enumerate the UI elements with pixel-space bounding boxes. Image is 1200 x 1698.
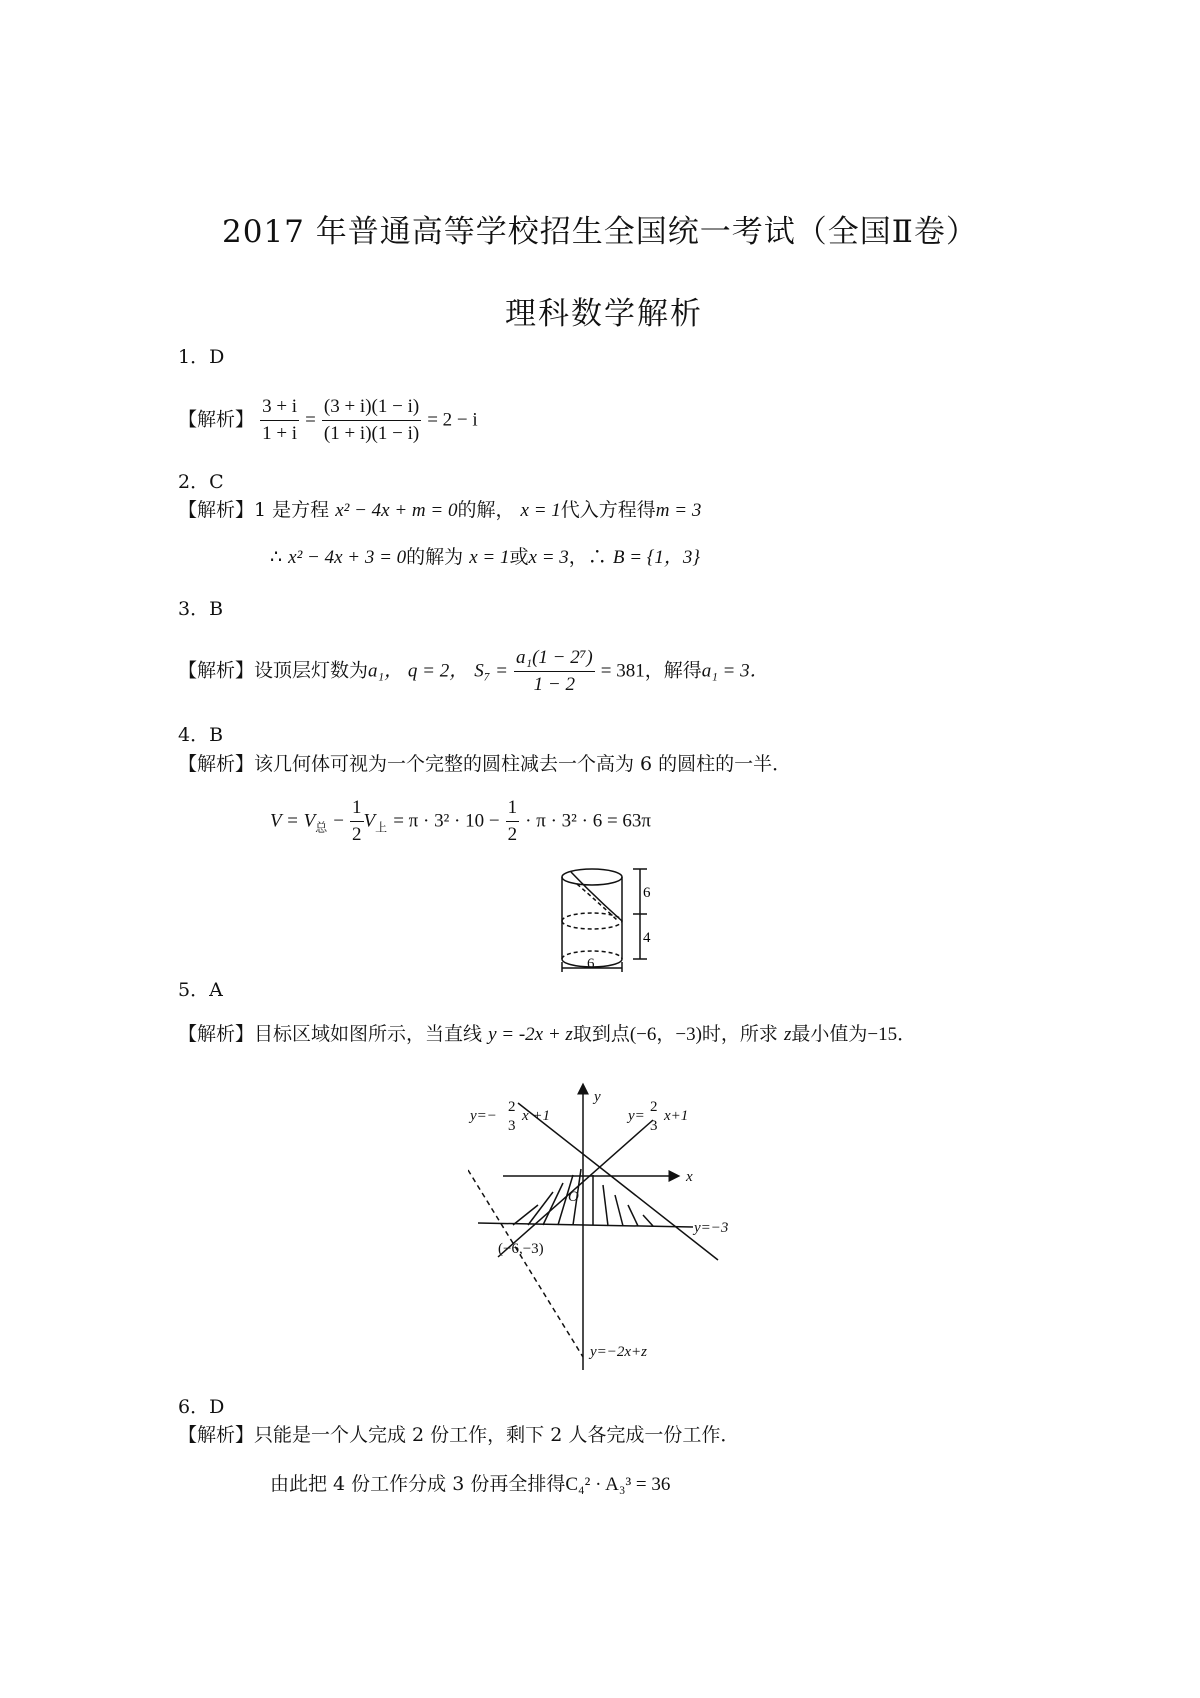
graph-dashed-label: y=−2x+z bbox=[590, 1344, 648, 1360]
q3-frac: $\frac{\text{a₁(1 − 2⁷)}}{1 - 2}$ bbox=[516, 647, 593, 695]
svg-text:3: 3 bbox=[508, 1118, 516, 1134]
svg-text:2: 2 bbox=[650, 1099, 658, 1115]
graph-line-y3: y=−3 bbox=[694, 1220, 729, 1236]
svg-text:2: 2 bbox=[508, 1099, 516, 1115]
q2-line1: 【解析】1 是方程 x² − 4x + m = 0的解， x = 1代入方程得m = 3 bbox=[178, 499, 702, 521]
page-title: 2017 年普通高等学校招生全国统一考试（全国Ⅱ卷） bbox=[222, 214, 978, 250]
page-subtitle: 理科数学解析 bbox=[505, 296, 703, 332]
q6-answer: 6．D bbox=[178, 1396, 225, 1418]
q2-line2: ∴ x² − 4x + 3 = 0的解为 x = 1或x = 3，∴ B = {1，3} bbox=[270, 546, 700, 568]
q1-result: = 2 − i bbox=[427, 409, 478, 431]
svg-text:x +1: x +1 bbox=[522, 1108, 551, 1124]
graph-origin: O bbox=[568, 1189, 579, 1205]
solution-label: 【解析】 bbox=[178, 753, 255, 775]
q3-answer: 3．B bbox=[178, 598, 224, 620]
q6-line2: 由此把 4 份工作分成 3 份再全排得C₄² · A₃³ = 36 bbox=[270, 1473, 671, 1495]
svg-text:3: 3 bbox=[650, 1118, 658, 1134]
region-graph bbox=[468, 1075, 758, 1375]
cylinder-dim-width: 6 bbox=[587, 956, 595, 972]
graph-label-right: y= bbox=[628, 1108, 645, 1124]
solution-label: 【解析】 bbox=[178, 1023, 255, 1045]
q5-solution: 【解析】目标区域如图所示，当直线 y = -2x + z取到点(−6，−3)时，所求 z最小值为−15． bbox=[178, 1023, 917, 1045]
solution-label: 【解析】 bbox=[178, 499, 255, 521]
q1-solution: 【解析】 $\frac{3 + i}{1 + i}$ = $\frac{(3 + i)(1 - i)}{(1 + i)(1 - i)}$ = 2 − i bbox=[178, 394, 478, 447]
q1-frac-lhs: $\frac{3 + i}{1 + i}$ bbox=[262, 396, 298, 444]
cylinder-dim-bottom: 4 bbox=[643, 930, 651, 946]
graph-label-left: y=− bbox=[470, 1108, 497, 1124]
q3-solution: 【解析】设顶层灯数为a₁， q = 2， S₇ = $\frac{\text{a₁(1 − 2⁷)}}{1 - 2}$ = 381，解得a₁ = 3． bbox=[178, 645, 769, 698]
graph-axis-y: y bbox=[594, 1089, 601, 1105]
q1-answer: 1．D bbox=[178, 346, 225, 368]
q2-answer: 2．C bbox=[178, 471, 224, 493]
svg-text:x+1: x+1 bbox=[664, 1108, 689, 1124]
q6-text: 【解析】只能是一个人完成 2 份工作，剩下 2 人各完成一份工作． bbox=[178, 1424, 740, 1446]
graph-axis-x: x bbox=[686, 1169, 693, 1185]
q5-answer: 5．A bbox=[178, 979, 223, 1001]
q4-formula: $V = V_总$ − $\frac{1}{2}$ $V_上 = \pi \cdot 3^2 \cdot 10$ − $\frac{1}{2}$ · π · 3² · 6 = 63π bbox=[270, 797, 652, 845]
q4-answer: 4．B bbox=[178, 724, 224, 746]
solution-label: 【解析】 bbox=[178, 1424, 255, 1446]
cylinder-dim-top: 6 bbox=[643, 885, 651, 901]
solution-label: 【解析】 bbox=[178, 408, 255, 431]
cylinder-figure bbox=[555, 862, 665, 972]
q1-frac-mid: $\frac{(3 + i)(1 - i)}{(1 + i)(1 - i)}$ bbox=[323, 396, 420, 444]
graph-point-label: (−6,−3) bbox=[498, 1241, 544, 1257]
q4-text: 【解析】该几何体可视为一个完整的圆柱减去一个高为 6 的圆柱的一半． bbox=[178, 753, 792, 775]
solution-label: 【解析】 bbox=[178, 659, 255, 682]
